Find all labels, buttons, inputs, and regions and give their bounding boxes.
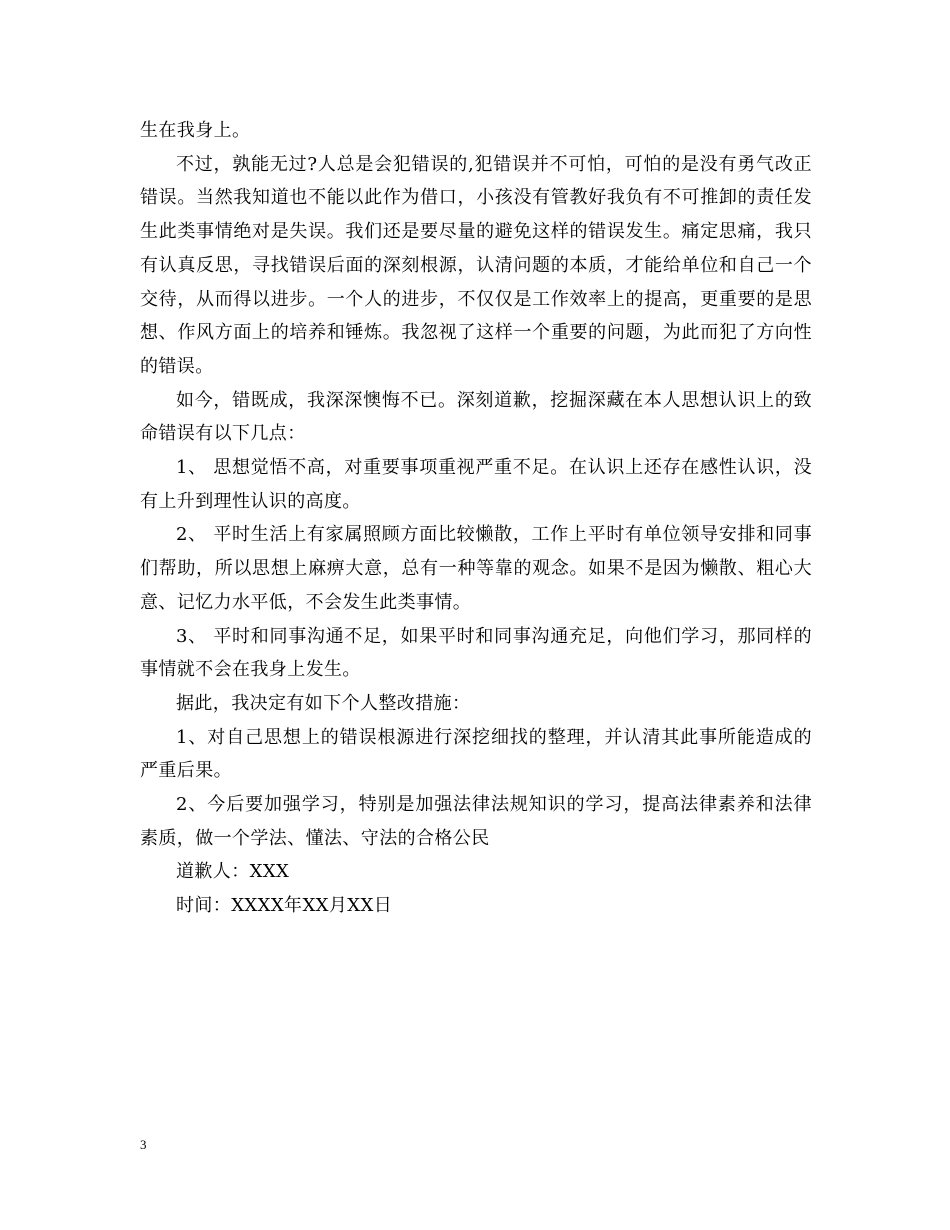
document-body [140,114,812,923]
error-point-2: 2、 平时生活上有家属照顾方面比较懒散，工作上平时有单位领导安排和同事们帮助，所以思想上麻痹大意，总有一种等靠的观念。如果不是因为懒散、粗心大意、记忆力水平低，不会发生此类事情。 [140,524,812,613]
paragraph-reflection: 不过，孰能无过?人总是会犯错误的,犯错误并不可怕，可怕的是没有勇气改正错误。当然我知道也不能以此作为借口，小孩没有管教好我负有不可推卸的责任发生此类事情绝对是失误。我们还是要尽量的避免这样的错误发生。痛定思痛，我只有认真反思，寻找错误后面的深刻根源，认清问题的本质，才能给单位和自己一个交待，从而得以进步。一个人的进步，不仅仅是工作效率上的提高，更重要的是思想、作风方面上的培养和锤炼。我忽视了这样一个重要的问题，为此而犯了方向性的错误。 [140,153,812,377]
measure-1: 1、对自己思想上的错误根源进行深挖细找的整理，并认清其此事所能造成的严重后果。 [140,726,812,782]
paragraph-continuation: 生在我身上。 [140,120,251,141]
signature-line: 道歉人：XXX [176,861,290,883]
paragraph-apology-intro: 如今，错既成，我深深懊悔不已。深刻道歉，挖掘深藏在本人思想认识上的致命错误有以下几点： [140,389,812,445]
measure-2: 2、今后要加强学习，特别是加强法律法规知识的学习，提高法律素养和法律素质，做一个学法、懂法、守法的合格公民 [140,794,812,849]
error-point-3: 3、 平时和同事沟通不足，如果平时和同事沟通充足，向他们学习，那同样的事情就不会在我身上发生。 [140,625,812,681]
page-number: 3 [140,1137,147,1152]
error-point-1: 1、 思想觉悟不高，对重要事项重视严重不足。在认识上还存在感性认识，没有上升到理性认识的高度。 [140,457,812,512]
date-line: 时间：XXXX年XX月XX日 [176,895,393,917]
measures-intro: 据此，我决定有如下个人整改措施： [176,692,471,714]
